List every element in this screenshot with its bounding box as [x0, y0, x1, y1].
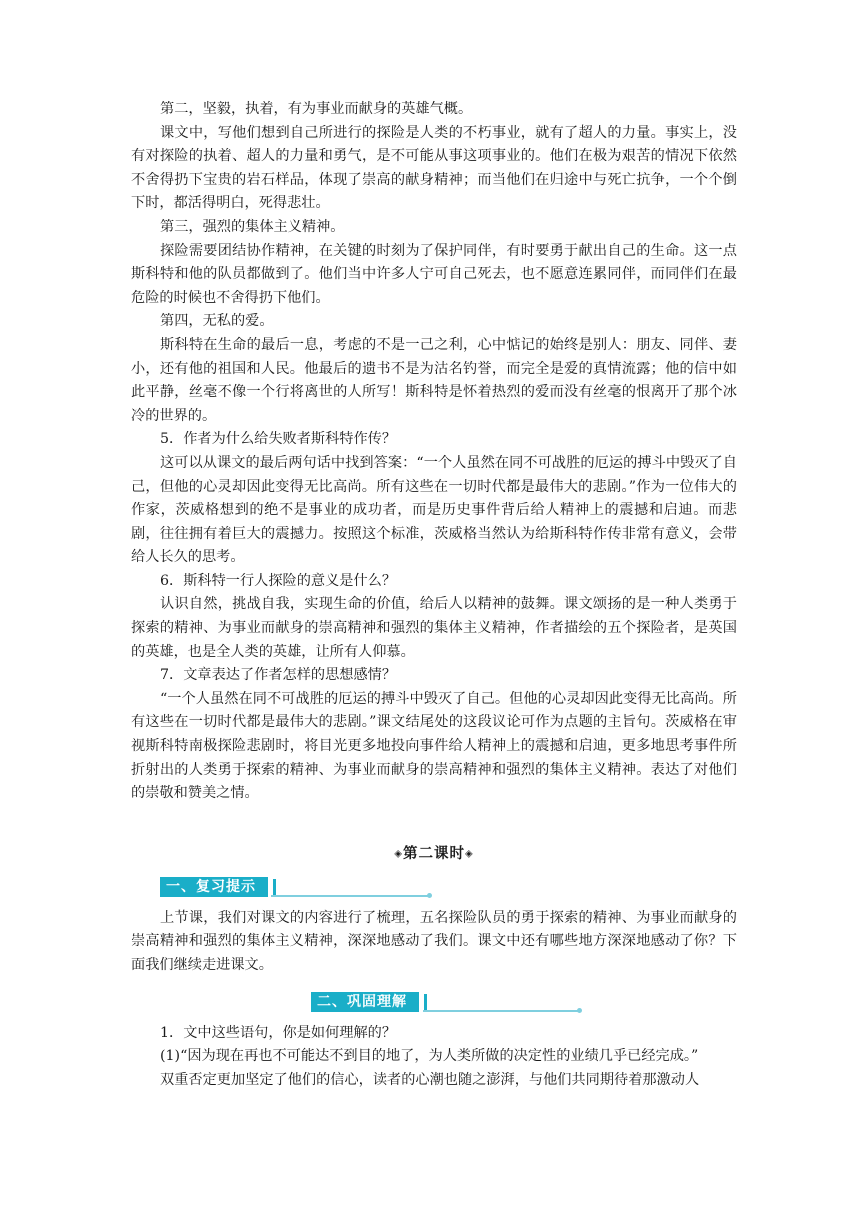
paragraph: 认识自然，挑战自我，实现生命的价值，给后人以精神的鼓舞。课文颂扬的是一种人类勇于探索的精神、为事业而献身的崇高精神和强烈的集体主义精神，作者描绘的五个探险者，是英国的英雄，也是全人类的英雄，让所有人仰慕。 — [131, 596, 737, 660]
lesson-title-text: 第二课时 — [403, 844, 465, 862]
paragraph: 这可以从课文的最后两句话中找到答案：“一个人虽然在同不可战胜的厄运的搏斗中毁灭了自己，但他的心灵却因此变得无比高尚。所有这些在一切时代都是最伟大的悲剧。”作为一位伟大的作家，茨威格想到的绝不是事业的成功者，而是历史事件背后给人精神上的震撼和启迪。而悲剧，往往拥有着巨大的震撼力。按照这个标准，茨威格当然认为给斯科特作传非常有意义，会带给人长久的思考。 — [131, 454, 737, 566]
heading-underline — [271, 895, 429, 897]
ornament-icon: ◈ — [465, 848, 474, 860]
quoted-item: (1)“因为现在再也不可能达不到目的地了，为人类所做的决定性的业绩几乎已经完成。” — [160, 1048, 699, 1065]
heading-dot-icon — [427, 893, 432, 898]
section-heading-review — [131, 877, 737, 899]
section-heading-consolidate — [131, 992, 737, 1014]
paragraph: 探险需要团结协作精神，在关键的时刻为了保护同伴，有时要勇于献出自己的生命。这一点斯科特和他的队员都做到了。他们当中许多人宁可自己死去，也不愿意连累同伴，而同伴们在最危险的时候也不舍得扔下他们。 — [131, 242, 737, 306]
lesson-title — [131, 842, 737, 863]
paragraph: 双重否定更加坚定了他们的信心，读者的心潮也随之澎湃，与他们共同期待着那激动人 — [160, 1071, 700, 1088]
section-heading-label: 二、巩固理解 — [311, 992, 419, 1012]
section-heading-label: 一、复习提示 — [160, 877, 268, 897]
paragraph: 第四，无私的爱。 — [160, 313, 274, 330]
paragraph: 课文中，写他们想到自己所进行的探险是人类的不朽事业，就有了超人的力量。事实上，没有对探险的执着、超人的力量和勇气，是不可能从事这项事业的。他们在极为艰苦的情况下依然不舍得扔下宝贵的岩石样品，体现了崇高的献身精神；而当他们在归途中与死亡抗争，一个个倒下时，都活得明白，死得悲壮。 — [131, 124, 737, 212]
ornament-icon: ◈ — [394, 848, 403, 860]
paragraph: 第三，强烈的集体主义精神。 — [160, 218, 345, 235]
question: 5．作者为什么给失败者斯科特作传？ — [160, 431, 397, 448]
document-page — [131, 98, 737, 1092]
paragraph: 上节课，我们对课文的内容进行了梳理，五名探险队员的勇于探索的精神、为事业而献身的崇高精神和强烈的集体主义精神，深深地感动了我们。课文中还有哪些地方深深地感动了你？下面我们继续走进课文。 — [131, 909, 737, 973]
paragraph: “一个人虽然在同不可战胜的厄运的搏斗中毁灭了自己。但他的心灵却因此变得无比高尚。所有这些在一切时代都是最伟大的悲剧。”课文结尾处的这段议论可作为点题的主旨句。茨威格在审视斯科特南极探险悲剧时，将目光更多地投向事件给人精神上的震撼和启迪，更多地思考事件所折射出的人类勇于探索的精神、为事业而献身的崇高精神和强烈的集体主义精神。表达了对他们的崇敬和赞美之情。 — [131, 690, 737, 802]
paragraph: 斯科特在生命的最后一息，考虑的不是一己之利，心中惦记的始终是别人：朋友、同伴、妻小，还有他的祖国和人民。他最后的遗书不是为沽名钓誉，而完全是爱的真情流露；他的信中如此平静，丝毫不像一个行将离世的人所写！斯科特是怀着热烈的爱而没有丝毫的恨离开了那个冰冷的世界的。 — [131, 336, 737, 424]
paragraph: 第二，坚毅，执着，有为事业而献身的英雄气概。 — [160, 101, 473, 117]
question: 1．文中这些语句，你是如何理解的？ — [160, 1024, 397, 1041]
heading-underline — [423, 1010, 579, 1012]
heading-dot-icon — [577, 1008, 582, 1013]
question: 7．文章表达了作者怎样的思想感情？ — [160, 667, 397, 684]
question: 6．斯科特一行人探险的意义是什么？ — [160, 572, 397, 589]
